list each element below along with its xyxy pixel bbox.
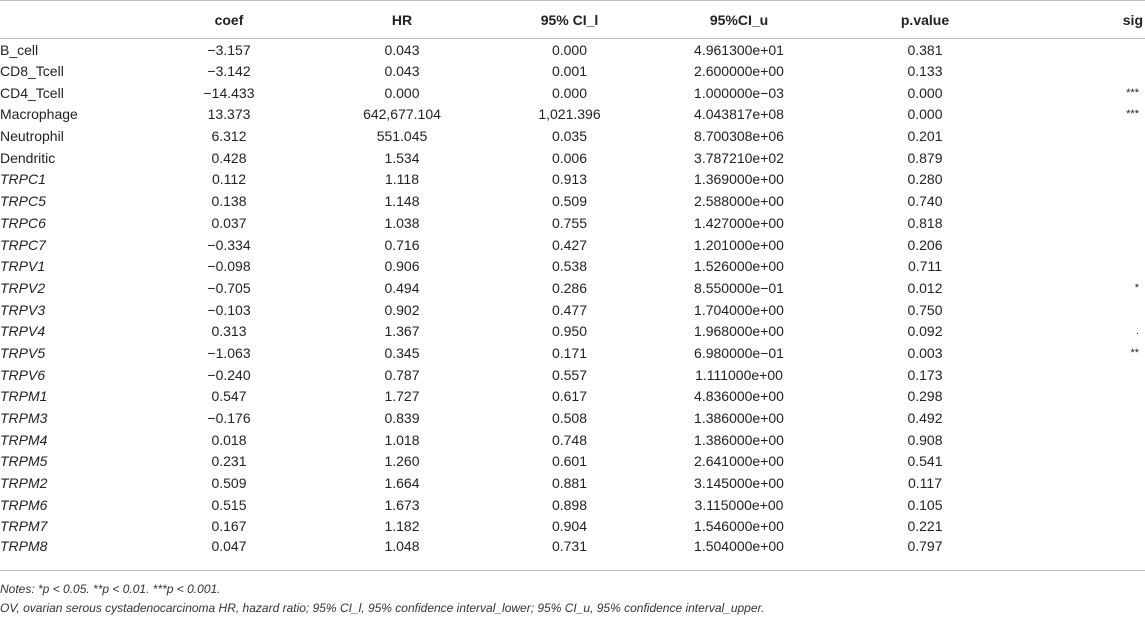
cell-hr: 1.673 — [384, 496, 420, 513]
cell-coef: −0.176 — [207, 410, 251, 427]
table-row — [0, 104, 1145, 126]
cell-ci-lower: 0.601 — [551, 453, 588, 470]
table-row — [0, 277, 1145, 299]
cell-variable: TRPM6 — [0, 496, 48, 513]
cell-coef: −0.334 — [207, 236, 251, 253]
cell-p-value: 0.003 — [907, 344, 943, 361]
table-row — [0, 147, 1145, 169]
cell-hr: 551.045 — [376, 128, 428, 145]
cell-hr: 1.260 — [384, 453, 420, 470]
table-row — [0, 60, 1145, 82]
cell-ci-upper: 8.550000e−01 — [694, 279, 784, 296]
cell-coef: −1.063 — [207, 344, 251, 361]
cell-variable: TRPM7 — [0, 518, 48, 535]
cell-ci-lower: 0.000 — [551, 84, 588, 101]
cell-p-value: 0.818 — [907, 214, 943, 231]
cell-ci-lower: 0.171 — [551, 344, 588, 361]
cell-ci-upper: 1.968000e+00 — [694, 323, 784, 340]
cell-hr: 1.018 — [384, 431, 420, 448]
cell-ci-lower: 0.000 — [551, 41, 588, 58]
cell-hr: 642,677.104 — [363, 106, 441, 123]
cell-ci-upper: 1.201000e+00 — [694, 236, 784, 253]
cell-ci-lower: 0.731 — [551, 538, 588, 555]
cell-ci-lower: 0.006 — [551, 149, 588, 166]
header-ci-lower: 95% CI_l — [540, 11, 599, 28]
cell-ci-upper: 6.980000e−01 — [694, 344, 784, 361]
cell-ci-upper: 1.704000e+00 — [694, 301, 784, 318]
cell-hr: 0.902 — [384, 301, 420, 318]
table-row — [0, 125, 1145, 147]
cell-sig — [1025, 386, 1145, 408]
cell-sig — [1025, 364, 1145, 386]
table-row — [0, 364, 1145, 386]
cell-ci-upper: 4.836000e+00 — [694, 388, 784, 405]
cell-hr: 1.182 — [384, 518, 420, 535]
table-row — [0, 342, 1145, 364]
cell-variable: TRPM1 — [0, 388, 48, 405]
cell-p-value: 0.908 — [907, 431, 943, 448]
cell-coef: 0.112 — [212, 171, 246, 188]
cell-coef: 13.373 — [207, 106, 251, 123]
cell-sig — [1025, 39, 1145, 61]
cell-ci-lower: 0.035 — [551, 128, 588, 145]
cell-ci-lower: 0.557 — [551, 366, 588, 383]
cell-p-value: 0.381 — [907, 41, 943, 58]
cell-variable: CD8_Tcell — [0, 63, 64, 80]
cell-ci-lower: 0.001 — [551, 63, 588, 80]
cell-hr: 1.148 — [384, 193, 420, 210]
cell-p-value: 0.000 — [907, 106, 943, 123]
cell-variable: TRPC1 — [0, 171, 46, 188]
cell-ci-lower: 0.881 — [551, 475, 588, 492]
cell-sig — [1025, 147, 1145, 169]
cell-coef: 0.515 — [211, 496, 247, 513]
cell-sig — [1025, 429, 1145, 451]
cell-p-value: 0.105 — [907, 496, 943, 513]
cell-hr: 0.494 — [384, 279, 420, 296]
cell-p-value: 0.740 — [907, 193, 943, 210]
cell-sig: * — [1134, 281, 1139, 294]
cell-ci-lower: 0.508 — [551, 410, 588, 427]
cell-ci-upper: 1.546000e+00 — [694, 518, 784, 535]
cell-variable: TRPC5 — [0, 193, 46, 210]
cell-p-value: 0.298 — [907, 388, 943, 405]
cell-p-value: 0.117 — [908, 475, 942, 492]
cell-coef: 0.037 — [211, 214, 247, 231]
cell-ci-upper: 2.588000e+00 — [694, 193, 784, 210]
cell-hr: 1.367 — [384, 323, 420, 340]
table-row — [0, 234, 1145, 256]
cell-sig: *** — [1126, 86, 1139, 99]
cell-coef: −14.433 — [203, 84, 255, 101]
cell-coef: 0.047 — [211, 538, 247, 555]
cell-ci-lower: 0.755 — [551, 214, 588, 231]
cell-variable: CD4_Tcell — [0, 84, 64, 101]
header-hr: HR — [391, 11, 413, 28]
table-row — [0, 537, 1145, 559]
cell-sig — [1025, 451, 1145, 473]
cell-hr: 1.534 — [384, 149, 420, 166]
notes-abbreviations: OV, ovarian serous cystadenocarcinoma HR, hazard ratio; 95% CI_l, 95% confidence interval_lower; 95% CI_u, 95% confidence interval_upper. — [0, 601, 765, 615]
cell-ci-upper: 8.700308e+06 — [694, 128, 784, 145]
cell-hr: 0.787 — [384, 366, 420, 383]
cell-variable: TRPV1 — [0, 258, 46, 275]
cell-ci-lower: 0.427 — [551, 236, 588, 253]
cell-ci-upper: 4.043817e+08 — [694, 106, 784, 123]
cell-variable: B_cell — [0, 41, 39, 58]
cell-sig — [1025, 494, 1145, 516]
cell-hr: 0.043 — [384, 41, 420, 58]
cell-ci-upper: 1.386000e+00 — [694, 410, 784, 427]
cell-ci-upper: 3.787210e+02 — [694, 149, 784, 166]
cell-sig — [1025, 169, 1145, 191]
cell-coef: 6.312 — [211, 128, 247, 145]
cell-hr: 0.345 — [384, 344, 420, 361]
cell-ci-upper: 1.427000e+00 — [694, 214, 784, 231]
cell-coef: 0.509 — [211, 475, 247, 492]
cell-hr: 0.716 — [384, 236, 420, 253]
cell-hr: 0.839 — [384, 410, 420, 427]
cell-ci-upper: 1.526000e+00 — [694, 258, 784, 275]
cell-p-value: 0.711 — [908, 258, 942, 275]
header-p-value: p.value — [900, 11, 950, 28]
cell-ci-upper: 1.504000e+00 — [694, 538, 784, 555]
cell-ci-upper: 1.369000e+00 — [694, 171, 784, 188]
cell-sig — [1025, 212, 1145, 234]
cell-p-value: 0.797 — [907, 538, 943, 555]
cell-p-value: 0.133 — [907, 63, 943, 80]
table-row — [0, 82, 1145, 104]
cell-coef: 0.018 — [211, 431, 247, 448]
cell-ci-upper: 1.000000e−03 — [694, 84, 784, 101]
table-row — [0, 299, 1145, 321]
cell-ci-lower: 0.538 — [551, 258, 588, 275]
cell-variable: TRPM3 — [0, 410, 48, 427]
cell-ci-upper: 3.145000e+00 — [694, 475, 784, 492]
cell-coef: −0.240 — [207, 366, 251, 383]
cell-variable: TRPC6 — [0, 214, 46, 231]
header-ci-upper: 95%CI_u — [709, 11, 769, 28]
cell-sig — [1025, 234, 1145, 256]
cell-ci-upper: 4.961300e+01 — [694, 41, 784, 58]
cell-ci-upper: 2.600000e+00 — [694, 63, 784, 80]
cell-sig — [1025, 407, 1145, 429]
table-body — [0, 39, 1145, 560]
cell-ci-lower: 0.477 — [551, 301, 588, 318]
table-header — [0, 1, 1145, 39]
cell-coef: 0.547 — [211, 388, 247, 405]
cell-coef: −0.705 — [207, 279, 251, 296]
cell-coef: 0.138 — [211, 193, 247, 210]
cell-ci-lower: 0.898 — [551, 496, 588, 513]
cell-hr: 1.048 — [384, 538, 420, 555]
cell-sig — [1025, 190, 1145, 212]
cell-p-value: 0.492 — [907, 410, 943, 427]
cell-ci-lower: 0.509 — [551, 193, 588, 210]
cell-ci-upper: 1.386000e+00 — [694, 431, 784, 448]
cell-p-value: 0.541 — [907, 453, 943, 470]
table-row — [0, 429, 1145, 451]
table-row — [0, 472, 1145, 494]
cell-sig — [1025, 255, 1145, 277]
cell-variable: TRPM4 — [0, 431, 48, 448]
cell-sig — [1025, 537, 1145, 559]
header-variable — [0, 1, 140, 39]
cell-variable: Neutrophil — [0, 128, 64, 145]
notes-significance: Notes: *p < 0.05. **p < 0.01. ***p < 0.001. — [0, 582, 221, 596]
table-row — [0, 494, 1145, 516]
cell-p-value: 0.092 — [907, 323, 943, 340]
cell-sig — [1025, 516, 1145, 538]
cell-variable: TRPV5 — [0, 344, 46, 361]
cell-p-value: 0.012 — [907, 279, 943, 296]
header-row — [0, 1, 1145, 39]
cell-coef: −3.142 — [207, 63, 251, 80]
cell-ci-upper: 3.115000e+00 — [694, 496, 784, 513]
table-bottom-rule — [0, 570, 1145, 571]
cell-ci-lower: 0.950 — [551, 323, 588, 340]
cell-variable: TRPV4 — [0, 323, 46, 340]
cell-variable: TRPV6 — [0, 366, 46, 383]
cell-p-value: 0.206 — [907, 236, 943, 253]
cell-p-value: 0.879 — [907, 149, 943, 166]
cell-hr: 0.000 — [384, 84, 420, 101]
table-notes — [0, 580, 1145, 618]
cell-coef: 0.167 — [211, 518, 247, 535]
cell-hr: 0.906 — [384, 258, 420, 275]
table-row — [0, 386, 1145, 408]
cell-p-value: 0.221 — [907, 518, 943, 535]
cell-ci-upper: 1.111000e+00 — [695, 366, 783, 383]
cell-variable: TRPV2 — [0, 279, 46, 296]
cell-hr: 1.664 — [384, 475, 420, 492]
cell-p-value: 0.173 — [907, 366, 943, 383]
cell-sig — [1025, 299, 1145, 321]
cell-variable: TRPM8 — [0, 538, 48, 555]
cell-ci-lower: 1,021.396 — [538, 106, 601, 123]
header-sig: sig — [1122, 11, 1143, 28]
cell-p-value: 0.000 — [907, 84, 943, 101]
table-row — [0, 190, 1145, 212]
cell-ci-upper: 2.641000e+00 — [694, 453, 784, 470]
cell-variable: TRPM5 — [0, 453, 48, 470]
cell-sig: *** — [1126, 108, 1139, 121]
header-coef: coef — [214, 11, 244, 28]
table-row — [0, 320, 1145, 342]
cell-sig: . — [1135, 325, 1139, 338]
cell-variable: TRPV3 — [0, 301, 46, 318]
cell-coef: 0.428 — [211, 149, 247, 166]
cell-sig — [1025, 472, 1145, 494]
table-row — [0, 39, 1145, 61]
table-row — [0, 516, 1145, 538]
cell-p-value: 0.201 — [907, 128, 943, 145]
cell-p-value: 0.750 — [907, 301, 943, 318]
cell-p-value: 0.280 — [907, 171, 943, 188]
cell-ci-lower: 0.617 — [551, 388, 588, 405]
cell-coef: −3.157 — [207, 41, 251, 58]
cell-coef: 0.231 — [211, 453, 247, 470]
table-row — [0, 255, 1145, 277]
cell-hr: 1.038 — [384, 214, 420, 231]
table-row — [0, 451, 1145, 473]
cell-ci-lower: 0.904 — [551, 518, 588, 535]
cell-ci-lower: 0.286 — [551, 279, 588, 296]
cell-hr: 1.727 — [384, 388, 420, 405]
cell-coef: −0.098 — [207, 258, 251, 275]
cell-ci-lower: 0.748 — [551, 431, 588, 448]
table-row — [0, 169, 1145, 191]
cell-ci-lower: 0.913 — [551, 171, 588, 188]
cell-variable: TRPM2 — [0, 475, 48, 492]
table-row — [0, 212, 1145, 234]
cell-coef: 0.313 — [211, 323, 247, 340]
cell-variable: TRPC7 — [0, 236, 46, 253]
cell-sig: ** — [1130, 346, 1139, 359]
table-row — [0, 407, 1145, 429]
cell-variable: Dendritic — [0, 149, 56, 166]
cell-coef: −0.103 — [207, 301, 251, 318]
cell-hr: 1.118 — [385, 171, 419, 188]
cell-hr: 0.043 — [384, 63, 420, 80]
cell-variable: Macrophage — [0, 106, 78, 123]
cell-sig — [1025, 60, 1145, 82]
cell-sig — [1025, 125, 1145, 147]
